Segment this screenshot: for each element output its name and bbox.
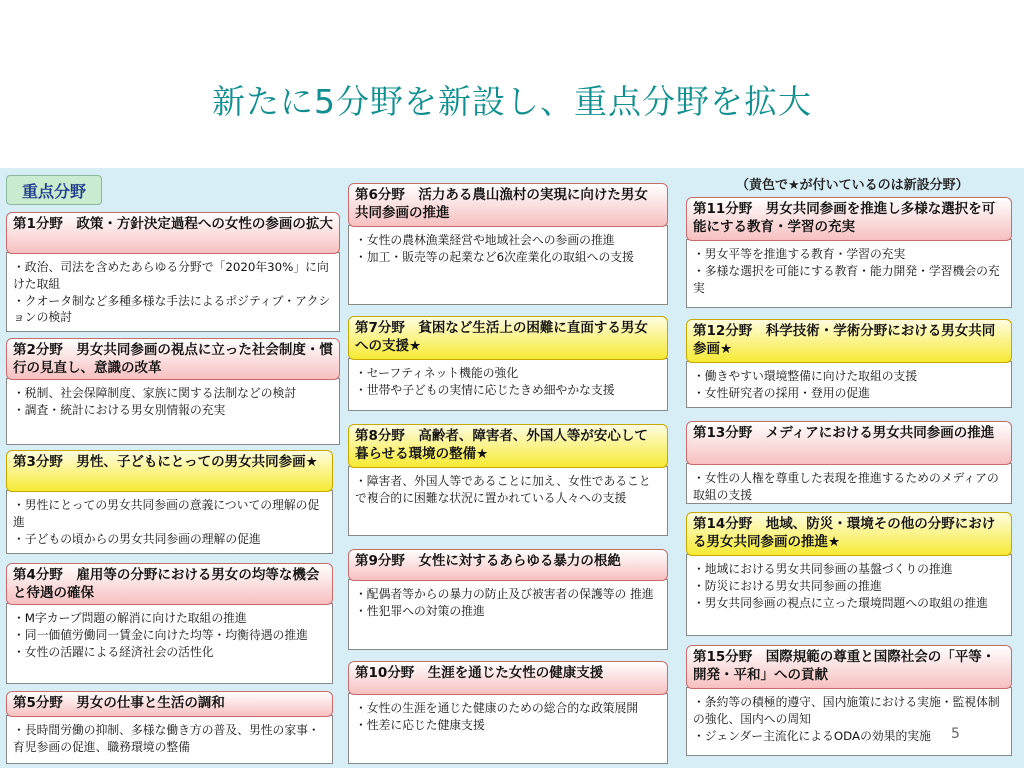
field-title: 第5分野 男女の仕事と生活の調和 bbox=[6, 691, 333, 717]
field-item: ・働きやすい環境整備に向けた取組の支援 bbox=[693, 369, 918, 383]
field-item: ・男性にとっての男女共同参画の意義についての理解の促進 bbox=[13, 498, 320, 529]
field-card-14 bbox=[686, 512, 1012, 636]
field-title: 第11分野 男女共同参画を推進し多様な選択を可能にする教育・学習の充実 bbox=[686, 197, 1012, 241]
field-item: ・性犯罪への対策の推進 bbox=[355, 603, 485, 618]
field-item: ・条約等の積極的遵守、国内施策における実施・監視体制の強化、国内への周知 bbox=[693, 695, 1000, 726]
field-item: ・女性研究者の採用・登用の促進 bbox=[693, 385, 870, 400]
field-title: 第1分野 政策・方針決定過程への女性の参画の拡大 bbox=[6, 212, 340, 254]
field-body bbox=[686, 361, 1012, 408]
field-body bbox=[686, 554, 1012, 636]
field-body bbox=[6, 378, 340, 445]
field-card-5 bbox=[6, 691, 333, 764]
field-item: ・性差に応じた健康支援 bbox=[355, 717, 485, 732]
field-card-3 bbox=[6, 450, 333, 554]
field-item: ・調査・統計における男女別情報の充実 bbox=[13, 402, 226, 417]
field-title: 第10分野 生涯を通じた女性の健康支援 bbox=[348, 661, 668, 695]
field-item: ・加工・販売等の起業など6次産業化の取組への支援 bbox=[355, 249, 634, 264]
field-item: ・女性の生涯を通じた健康のための総合的な政策展開 bbox=[355, 701, 639, 715]
field-title: 第15分野 国際規範の尊重と国際社会の「平等・開発・平和」への貢献 bbox=[686, 645, 1012, 689]
field-item: ・長時間労働の抑制、多様な働き方の普及、男性の家事・育児参画の促進、職務環境の整備 bbox=[13, 723, 320, 754]
field-body bbox=[348, 579, 668, 650]
field-item: ・政治、司法を含めたあらゆる分野で「2020年30%」に向けた取組 bbox=[13, 260, 329, 291]
field-card-6 bbox=[348, 183, 668, 305]
field-item: ・M字カーブ問題の解消に向けた取組の推進 bbox=[13, 611, 247, 625]
field-item: ・ジェンダー主流化によるODAの効果的実施 bbox=[693, 728, 931, 743]
field-item: ・クオータ制など多種多様な手法によるポジティブ・アクションの検討 bbox=[13, 293, 331, 325]
field-title: 第4分野 雇用等の分野における男女の均等な機会と待遇の確保 bbox=[6, 563, 333, 605]
field-body bbox=[348, 693, 668, 764]
field-body bbox=[686, 687, 1012, 756]
field-item: ・障害者、外国人等であることに加え、女性であることで複合的に困難な状況に置かれている人々への支援 bbox=[355, 474, 651, 505]
field-body bbox=[686, 463, 1012, 504]
field-title: 第3分野 男性、子どもにとっての男女共同参画★ bbox=[6, 450, 333, 492]
page-number: 5 bbox=[951, 726, 960, 742]
field-item: ・セーフティネット機能の強化 bbox=[355, 366, 519, 380]
field-card-9 bbox=[348, 549, 668, 650]
field-body bbox=[6, 490, 333, 554]
field-item: ・配偶者等からの暴力の防止及び被害者の保護等の 推進 bbox=[355, 587, 654, 601]
field-item: ・地域における男女共同参画の基盤づくりの推進 bbox=[693, 562, 953, 576]
field-card-13 bbox=[686, 421, 1012, 504]
field-item: ・女性の農林漁業経営や地域社会への参画の推進 bbox=[355, 233, 615, 247]
field-title: 第9分野 女性に対するあらゆる暴力の根絶 bbox=[348, 549, 668, 581]
field-body bbox=[348, 358, 668, 411]
field-body bbox=[686, 239, 1012, 308]
field-item: ・多様な選択を可能にする教育・能力開発・学習機会の充実 bbox=[693, 263, 1000, 295]
field-item: ・女性の活躍による経済社会の活性化 bbox=[13, 644, 214, 659]
field-item: ・女性の人権を尊重した表現を推進するためのメディアの取組の支援 bbox=[693, 471, 999, 502]
field-title: 第2分野 男女共同参画の視点に立った社会制度・慣行の見直し、意識の改革 bbox=[6, 338, 340, 380]
field-title: 第8分野 高齢者、障害者、外国人等が安心して暮らせる環境の整備★ bbox=[348, 424, 668, 468]
section-tag: 重点分野 bbox=[6, 175, 102, 205]
field-title: 第7分野 貧困など生活上の困難に直面する男女への支援★ bbox=[348, 316, 668, 360]
field-item: ・男女共同参画の視点に立った環境問題への取組の推進 bbox=[693, 595, 988, 610]
field-title: 第12分野 科学技術・学術分野における男女共同参画★ bbox=[686, 319, 1012, 363]
field-item: ・子どもの頃からの男女共同参画の理解の促進 bbox=[13, 531, 261, 546]
field-card-12 bbox=[686, 319, 1012, 408]
field-card-8 bbox=[348, 424, 668, 536]
field-body bbox=[348, 466, 668, 536]
field-card-4 bbox=[6, 563, 333, 684]
field-card-7 bbox=[348, 316, 668, 411]
field-item: ・男女平等を推進する教育・学習の充実 bbox=[693, 247, 906, 261]
field-title: 第14分野 地域、防災・環境その他の分野における男女共同参画の推進★ bbox=[686, 512, 1012, 556]
field-card-10 bbox=[348, 661, 668, 764]
field-item: ・世帯や子どもの実情に応じたきめ細やかな支援 bbox=[355, 382, 615, 397]
field-item: ・同一価値労働同一賃金に向けた均等・均衡待遇の推進 bbox=[13, 627, 308, 642]
field-body bbox=[6, 252, 340, 332]
field-body bbox=[6, 603, 333, 684]
legend-note: （黄色で★が付いているのは新設分野） bbox=[736, 178, 969, 193]
slide-title: 新たに5分野を新設し、重点分野を拡大 bbox=[212, 82, 812, 121]
field-card-15 bbox=[686, 645, 1012, 756]
field-card-2 bbox=[6, 338, 340, 445]
field-item: ・税制、社会保障制度、家族に関する法制などの検討 bbox=[13, 386, 297, 400]
field-body bbox=[348, 225, 668, 305]
field-title: 第13分野 メディアにおける男女共同参画の推進 bbox=[686, 421, 1012, 465]
field-body bbox=[6, 715, 333, 764]
field-item: ・防災における男女共同参画の推進 bbox=[693, 578, 882, 593]
field-card-11 bbox=[686, 197, 1012, 308]
field-title: 第6分野 活力ある農山漁村の実現に向けた男女共同参画の推進 bbox=[348, 183, 668, 227]
field-card-1 bbox=[6, 212, 340, 332]
